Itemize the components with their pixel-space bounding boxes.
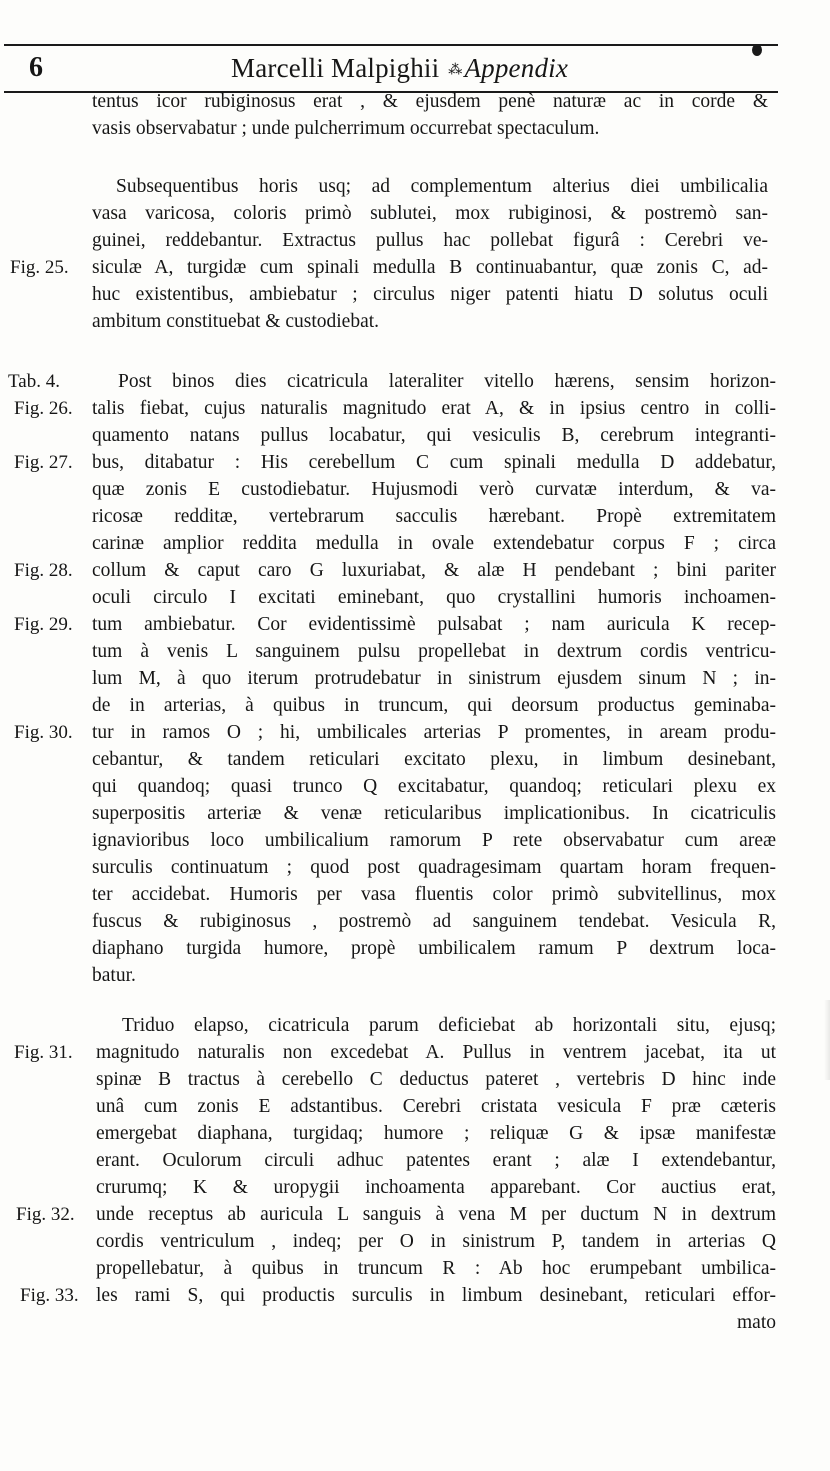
ink-blot [752,44,762,56]
text-line: tur in ramos O ; hi, umbilicales arterias P promentes, in aream produ- [92,722,776,743]
figure-reference: Fig. 32. [16,1204,75,1225]
text-line: qui quandoq; quasi trunco Q excitabatur, quandoq; reticulari plexu ex [92,776,776,797]
text-line: ignavioribus loco umbilicalium ramorum P rete observabatur cum areæ [92,830,776,851]
running-title-author: Marcelli Malpighii [231,53,440,83]
page-edge-shadow [824,1000,830,1080]
running-title-section: Appendix [464,53,569,83]
running-header [0,44,830,92]
text-line: talis fiebat, cujus naturalis magnitudo erat A, & in ipsius centro in colli- [92,398,776,419]
text-line: Post binos dies cicatricula lateraliter vitello hærens, sensim horizon- [118,371,776,392]
text-line: lum M, à quo iterum protrudebatur in sinistrum ejusdem sinum N ; in- [92,668,776,689]
text-line: quamento natans pullus locabatur, qui vesiculis B, cerebrum integranti- [92,425,776,446]
text-line: cordis ventriculum , indeq; per O in sinistrum P, tandem in arterias Q [96,1231,776,1252]
text-line: propellebatur, à quibus in truncum R : Ab hoc erumpebant umbilica- [96,1258,776,1279]
figure-reference: Fig. 25. [10,257,69,278]
text-line: quæ zonis E custodiebatur. Hujusmodi verò curvatæ interdum, & va- [92,479,776,500]
text-line: guinei, reddebantur. Extractus pullus hac pollebat figurâ : Cerebri ve- [92,230,768,251]
text-line: huc existentibus, ambiebatur ; circulus niger patenti hiatu D solutus oculi [92,284,768,305]
text-line: les rami S, qui productis surculis in limbum desinebant, reticulari effor- [96,1285,776,1306]
text-line: superpositis arteriæ & venæ reticularibus implicationibus. In cicatriculis [92,803,776,824]
text-line: fuscus & rubiginosus , postremò ad sanguinem tendebat. Vesicula R, [92,911,776,932]
text-line: magnitudo naturalis non excedebat A. Pullus in ventrem jacebat, ita ut [96,1042,776,1063]
text-line: oculi circulo I excitati eminebant, quo crystallini humoris inchoamen- [92,587,776,608]
text-line: spinæ B tractus à cerebello C deductus pateret , vertebris D hinc inde [96,1069,776,1090]
text-line: unâ cum zonis E adstantibus. Cerebri cristata vesicula F præ cæteris [96,1096,776,1117]
figure-reference: Fig. 29. [14,614,73,635]
text-line: mato [737,1312,776,1333]
text-line: emergebat diaphana, turgidaq; humore ; reliquæ G & ipsæ manifestæ [96,1123,776,1144]
text-line: collum & caput caro G luxuriabat, & alæ H pendebant ; bini pariter [92,560,776,581]
figure-reference: Fig. 26. [14,398,73,419]
figure-reference: Fig. 27. [14,452,73,473]
text-line: Subsequentibus horis usq; ad complementum alterius diei umbilicalia [116,176,768,197]
text-line: unde receptus ab auricula L sanguis à vena M per ductum N in dextrum [96,1204,776,1225]
text-line: tentus icor rubiginosus erat , & ejusdem penè naturæ ac in corde & [92,91,768,112]
text-line: surculis continuatum ; quod post quadragesimam quartam horam frequen- [92,857,776,878]
figure-reference: Fig. 28. [14,560,73,581]
text-line: ambitum constituebat & custodiebat. [92,311,380,332]
figure-reference: Fig. 30. [14,722,73,743]
text-line: vasis observabatur ; unde pulcherrimum occurrebat spectaculum. [92,118,600,139]
text-line: vasa varicosa, coloris primò sublutei, mox rubiginosi, & postremò san- [92,203,768,224]
text-line: ricosæ redditæ, vertebrarum sacculis hærebant. Propè extremitatem [92,506,776,527]
text-line: bus, ditabatur : His cerebellum C cum spinali medulla D addebatur, [92,452,776,473]
running-title [231,50,568,89]
ornament-icon: ⁂ [448,62,463,78]
text-line: tum à venis L sanguinem pulsu propellebat in dextrum cordis ventricu- [92,641,776,662]
text-line: ter accidebat. Humoris per vasa fluentis color primò subvitellinus, mox [92,884,776,905]
text-line: siculæ A, turgidæ cum spinali medulla B continuabantur, quæ zonis C, ad- [92,257,768,278]
figure-reference: Tab. 4. [8,371,60,392]
text-line: tum ambiebatur. Cor evidentissimè pulsabat ; nam auricula K recep- [92,614,776,635]
text-line: batur. [92,965,136,986]
figure-reference: Fig. 31. [14,1042,73,1063]
text-line: erant. Oculorum circuli adhuc patentes erant ; alæ I extendebantur, [96,1150,776,1171]
text-line: cebantur, & tandem reticulari excitato plexu, in limbum desinebant, [92,749,776,770]
text-line: crurumq; K & uropygii inchoamenta apparebant. Cor auctius erat, [96,1177,776,1198]
text-line: de in arterias, à quibus in truncum, qui deorsum productus geminaba- [92,695,776,716]
text-line: Triduo elapso, cicatricula parum deficiebat ab horizontali situ, ejusq; [122,1015,776,1036]
figure-reference: Fig. 33. [20,1285,79,1306]
page-number: 6 [29,52,43,83]
text-line: carinæ amplior reddita medulla in ovale extendebatur corpus F ; circa [92,533,776,554]
text-line: diaphano turgida humore, propè umbilicalem ramum P dextrum loca- [92,938,776,959]
